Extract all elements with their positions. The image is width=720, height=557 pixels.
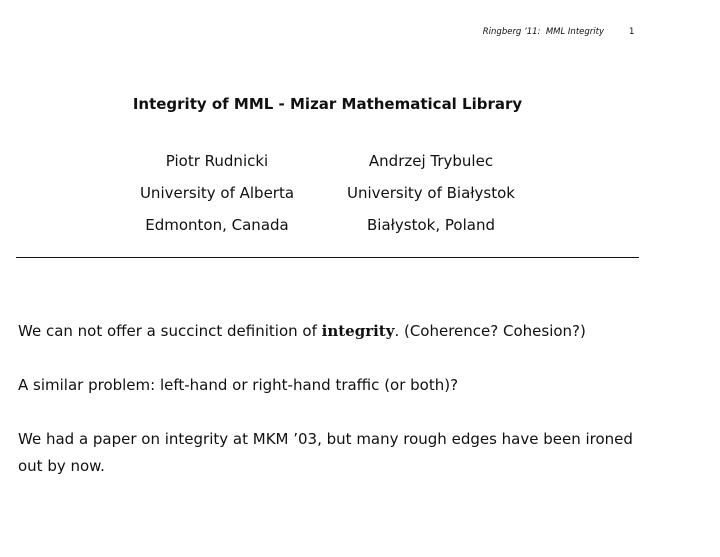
author-name: Piotr Rudnicki bbox=[165, 152, 269, 170]
running-title: Ringberg ’11: MML Integrity bbox=[482, 27, 604, 37]
author-location: Białystok, Poland bbox=[367, 216, 495, 234]
paragraph-traffic: A similar problem: left-hand or right-hand traffic (or both)? bbox=[18, 376, 459, 394]
author-location: Edmonton, Canada bbox=[145, 216, 289, 234]
author-block-1 bbox=[117, 145, 317, 241]
slide-title: Integrity of MML - Mizar Mathematical Library bbox=[132, 95, 523, 113]
paragraph-definition bbox=[18, 318, 638, 345]
author-affiliation: University of Alberta bbox=[139, 184, 295, 202]
running-header bbox=[0, 27, 720, 41]
paragraph-text: We can not offer a succinct definition of bbox=[18, 322, 322, 340]
author-affiliation: University of Białystok bbox=[346, 184, 515, 202]
author-name: Andrzej Trybulec bbox=[368, 152, 494, 170]
horizontal-rule bbox=[16, 257, 639, 258]
author-block-2 bbox=[331, 145, 531, 241]
emphasized-term: integrity bbox=[321, 322, 395, 340]
paragraph-paper: We had a paper on integrity at MKM ’03, but many rough edges have been ironed out by now. bbox=[18, 430, 633, 475]
paragraph-text: . (Coherence? Cohesion?) bbox=[394, 322, 586, 340]
page-number: 1 bbox=[629, 27, 635, 37]
